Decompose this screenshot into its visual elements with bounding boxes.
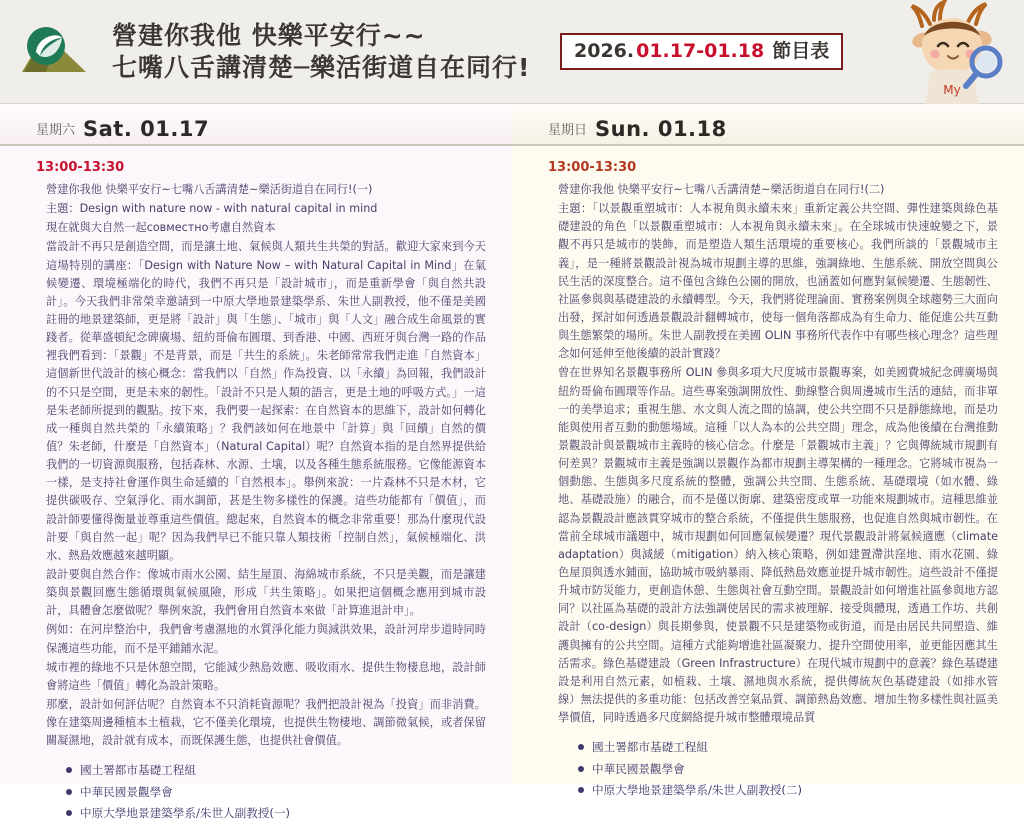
day-en-label-saturday: Sat. 01.17 [83,117,210,141]
leaf-mountain-logo-icon [16,22,92,82]
session-paragraph: 現在就與大自然一起совместно考慮自然資本 [46,221,276,235]
list-item: 中原大學地景建築學系/朱世人副教授(一) [66,803,486,824]
day-zh-label-sunday: 星期日 [548,123,588,138]
session-paragraph: 當設計不再只是創造空間，而是讓土地、氣候與人類共生共榮的對話。歡迎大家來到今天這場特別的講座：「Design with Nature Now – with Natural Capital in Mind」在氣候變遷、環境極端化的時代，我們不再只是「設計城市」，而是重新學會「與自然共設計」。今天我們非常榮幸邀請到一中原大學地景建築學系、朱世人副教授，他不僅是美國註冊的地景建築師，更是將「設計」與「生態」、「城市」與「人文」融合成生命風景的實踐者。從華盛頓紀念碑廣場、紐約哥倫布圓環、到香港、中國、西班牙與台灣一路的作品裡我們看到：「景觀」不是背景，而是「共生的系統」。朱老師常常我們走進「自然資本」這個新世代設計的核心概念：當我們以「自然」作為投資、以「永續」為回報，我們設計的不只是空間，更是未來的韌性。「設計不只是人類的語言，更是土地的呼吸方式。」一這是朱老師所提到的觀點。按下來，我們要一起探索：在自然資本的思維下，設計如何轉化成一種與自然共榮的「永續策略」？我們該如何在地景中「計算」與「回饋」自然的價值？朱老師，什麼是「自然資本」（Natural Capital）呢？自然資本指的是自然界提供給我們的一切資源與服務，包括森林、水源、土壤，以及各種生態系統服務。它像能源資本一樣，是支持社會運作與生命延續的「自然根本」。舉例來說：一片森林不只是木材，它提供碳吸存、空氣淨化、雨水調節，甚是生物多樣性的保護。這些功能都有「價值」，而設計師要懂得衡量並尊重這些價值。總起來，自然資本的概念非常重要！那為什麼現代設計要「與自然一起」呢？因為我們早已不能只靠人類技術「控制自然」，氣候極端化、洪水、熱島效應越來越明顯。 [46,240,486,562]
date-range: 01.17-01.18 [636,39,765,62]
list-item: 中華民國景觀學會 [578,759,998,780]
header-title-line2: 七嘴八舌講清楚─樂活街道自在同行! [112,52,531,82]
page-header [0,0,1024,104]
title-block [108,20,538,83]
day-column-sunday [512,104,1024,798]
logo-container [0,0,108,104]
day-column-saturday [0,104,512,821]
date-label: 節目表 [772,39,830,62]
day-en-label-sunday: Sun. 01.18 [595,117,727,141]
date-year: 2026. [574,39,635,62]
list-item: 國土署都市基礎工程組 [66,760,486,781]
header-title-line1: 營建你我他 快樂平安行~~ [112,21,426,51]
session-paragraph: 那麼，設計如何評估呢？自然資本不只消耗資源呢？我們把設計視為「投資」而非消費。像在建築周邊種植本土植栽，它不僅美化環境，也提供生物棲地、調節微氣候，或者保留關凝濕地，設計就有成本，而既保護生態，也提供社會價值。 [46,697,486,748]
list-item: 中華民國景觀學會 [66,782,486,803]
session-paragraph: 營建你我他 快樂平安行~七嘴八舌講清楚~樂活街道自在同行!(一) [46,183,373,196]
day-zh-label-saturday: 星期六 [36,123,76,138]
session-paragraph: 主題：「以景觀重塑城市：人本視角與永續未來」重新定義公共空間、彈性建築與綠色基礎建設的角色「以景觀重塑城市：人本視角與永續未來」。在全球城市快速蛻變之下，景觀不再只是城市的裝飾，而是塑造人類生活環境的重要核心。我們所談的「景觀城市主義」，是一種將景觀設計視為城市規劃主導的思維，強調綠地、生態系統、開放空間與公民生活的深度整合。這不僅包含綠色公園的開放，也涵蓋如何應對氣候變遷、生態韌性、社區參與與基礎建設的永續轉型。今天，我們將從理論面、實務案例與全球趨勢三大面向出發，探討如何透過景觀設計翻轉城市，使每一個角落都成為有生命力、能促進公共互動與生態繁榮的場所。朱世人副教授在美國 OLIN 事務所代表作中有哪些核心理念？這些理念如何延伸至他後續的設計實踐？ [558,202,998,361]
schedule-columns [0,104,1024,821]
date-badge [560,33,843,71]
session-time-sunday: 13:00-13:30 [548,160,637,175]
svg-text:My: My [943,83,961,97]
session-paragraph: 主題：Design with nature now - with natural capital in mind [46,202,378,216]
session-paragraph: 城市裡的綠地不只是休憩空間，它能減少熱島效應、吸收雨水、提供生物棲息地，設計師會將這些「價值」轉化為設計策略。 [46,660,486,692]
session-paragraph: 設計要與自然合作：像城市雨水公園、結生屋頂、海綿城市系統，不只是美觀，而是讓建築與景觀回應生態循環與氣候風險，形成「共生策略」。如果把這個概念應用到城市設計，具體會怎麼做呢？舉例來說，我們會用自然資本來做「計算進退計申」。 [46,567,486,618]
organizer-list-sunday [548,737,998,801]
deer-mascot-icon [890,0,1010,104]
day-body-sunday [512,146,1024,802]
session-paragraph: 營建你我他 快樂平安行~七嘴八舌講清楚~樂活街道自在同行!(二) [558,183,885,196]
day-body-saturday [0,146,512,825]
day-header-saturday [0,104,512,146]
session-paragraph: 例如：在河岸整治中，我們會考慮濕地的水質淨化能力與減洪效果，設計河岸步道時同時保護這些功能，而不是平鋪鋪水泥。 [46,623,486,655]
session-time-saturday: 13:00-13:30 [36,160,125,175]
list-item: 國土署都市基礎工程組 [578,737,998,758]
list-item: 中原大學地景建築學系/朱世人副教授(二) [578,780,998,801]
session-paragraph: 曾在世界知名景觀事務所 OLIN 參與多項大尺度城市景觀專案，如美國費城紀念碑廣場與紐約哥倫布圓環等作品。這些專案強調開放性、動線整合與周邊城市生活的連結，而非單一的美學追求；重視生態、水文與人流之間的協調，使公共空間不只是靜態綠地，而是功能與使用者互動的動態場域。這種「以人為本的公共空間」理念，成為他後續在台灣推動景觀設計與景觀城市主義時的核心信念。什麼是「景觀城市主義」？它與傳統城市規劃有何差異？景觀城市主義是強調以景觀作為都市規劃主導架構的一種理念。它將城市視為一個動態、生態與多尺度系統的整體，強調公共空間、生態系統、基礎環境（如水體、綠地、基礎設施）的融合，而不是僅以街廓、建築密度或單一功能來規劃城市。這種思維並認為景觀設計應該貫穿城市的整合系統，不僅提供生態服務，也促進自然與城市韌性。在當前全球城市議題中，城市規劃如何回應氣候變遷？現代景觀設計將氣候適應（climate adaptation）與減緩（mitigation）納入核心策略，例如建置滯洪窪地、雨水花園、綠色屋頂與透水鋪面，協助城市吸納暴雨、降低熱島效應並提升城市韌性。這些設計不僅提升城市防災能力，更創造休憩、生態與社會互動空間。景觀設計如何增進社區參與地方認同？以社區為基礎的設計方法強調使居民的需求被理解、接受與體現，透過工作坊、共創設計（co-design）與長期參與，使景觀不只是建築物或街道，而是由居民共同塑造、維護與擁有的公共空間。這種方式能夠增進社區凝聚力、提升空間使用率，並更能因應其生活需求。綠色基礎建設（Green Infrastructure）在現代城市規劃中的意義？綠色基礎建設是利用自然元素，如植栽、土壤、濕地與水系統，提供傳統灰色基礎建設（如排水管線）無法提供的多重功能：包括改善空氣品質、調節熱島效應、增加生物多樣性與社區美學價值，同時透過多尺度網絡提升城市整體環境品質 [558,366,998,725]
organizer-list-saturday [36,760,486,824]
day-header-sunday [512,104,1024,146]
